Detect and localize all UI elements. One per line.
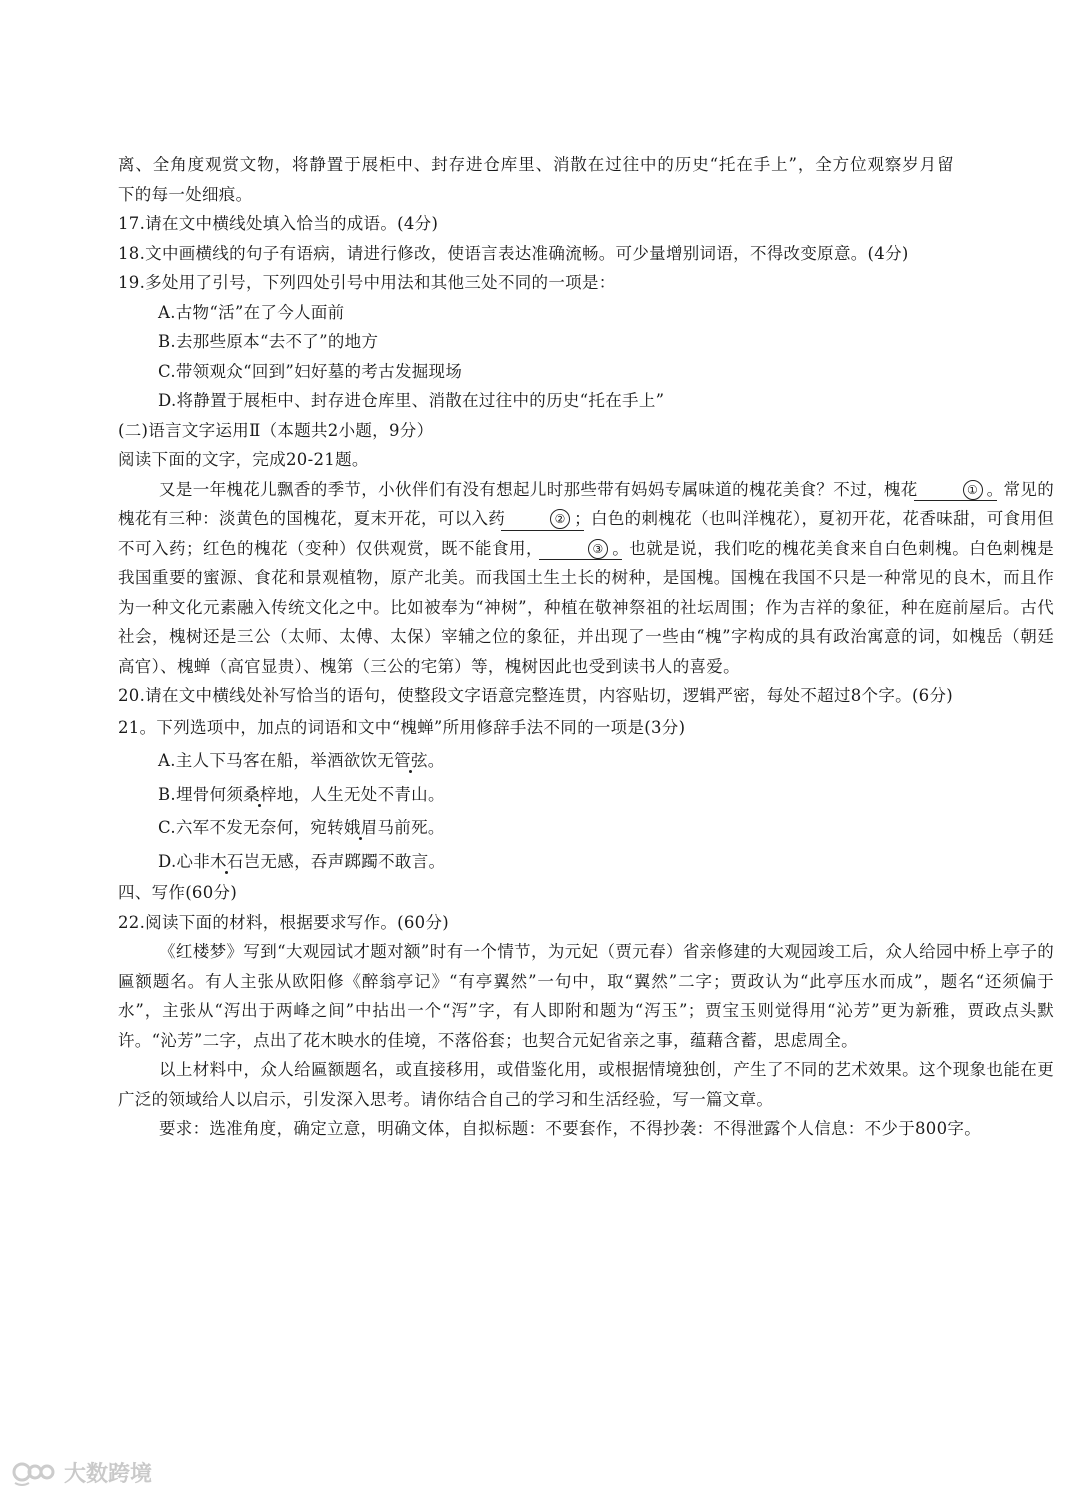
question-17: 17.请在文中横线处填入恰当的成语。(4分)	[118, 214, 439, 233]
question-20: 20.请在文中横线处补写恰当的语句，使整段文字语意完整连贯，内容贴切，逻辑严密，每处不超过8个字。(6分)	[118, 686, 954, 705]
watermark	[12, 1455, 152, 1489]
q19-option-d: D.将静置于展柜中、封存进仓库里、消散在过往中的历史“托在手上”	[158, 391, 665, 410]
watermark-text: 大数跨境	[64, 1461, 153, 1487]
material-paragraph-2: 以上材料中，众人给匾额题名，或直接移用，或借鉴化用，或根据情境独创，产生了不同的艺术效果。这个现象也能在更广泛的领域给人以启示，引发深入思考。请你结合自己的学习和生活经验，写一篇文章。	[118, 1060, 1054, 1109]
question-21-stem: 21。下列选项中，加点的词语和文中“槐蝉”所用修辞手法不同的一项是(3分)	[118, 717, 686, 737]
q21-option-b: B.埋骨何须桑梓地，人生无处不青山。	[158, 784, 445, 804]
q21-option-d: D.心非木石岂无感，吞声踯躅不敢言。	[158, 851, 446, 871]
dotted-word: 娥眉	[343, 818, 378, 837]
blank-2: ②	[505, 504, 574, 534]
q19-option-a: A.古物“活”在了今人面前	[158, 302, 345, 322]
dotted-word: 木石	[210, 851, 244, 871]
blank-1: ①	[918, 475, 987, 505]
dotted-word: 管弦	[394, 751, 428, 770]
question-22: 22.阅读下面的材料，根据要求写作。(60分)	[118, 912, 450, 932]
exam-text	[118, 150, 1054, 1144]
section-4-heading: 四、写作(60分)	[118, 883, 238, 902]
logo-icon	[12, 1457, 58, 1487]
section-2-heading: (二)语言文字运用Ⅱ（本题共2小题，9分）	[118, 420, 434, 440]
q21-option-c: C.六军不发无奈何，宛转娥眉马前死。	[158, 818, 445, 837]
intro-line-2: 下的每一处细痕。	[118, 184, 253, 204]
passage-paragraph: 又是一年槐花儿飘香的季节，小伙伴们有没有想起儿时那些带有妈妈专属味道的槐花美食？不过，槐花 ① 。常见的槐花有三种：淡黄色的国槐花，夏末开花，可以入药 ② ；白色的刺槐花（也叫洋槐花），夏初开花，花香味甜，可食用但不可入药；红色的槐花（变种）仅供观赏，既不能食用， ③ 。也就是说，我们吃的槐花美食来自白色刺槐。白色刺槐是我国重要的蜜源、食花和景观植物，原产北美。而我国土生土长的树种，是国槐。国槐在我国不只是一种常见的良木，而且作为一种文化元素融入传统文化之中。比如被奉为“神树”，种植在敬神祭祖的社坛周围；作为吉祥的象征，种在庭前屋后。古代社会，槐树还是三公（太师、太傅、太保）宰辅之位的象征，并出现了一些由“槐”字构成的具有政治寓意的词，如槐岳（朝廷高官）、槐蝉（高官显贵）、槐第（三公的宅第）等，槐树因此也受到读书人的喜爱。	[118, 475, 1054, 682]
q19-option-b: B.去那些原本“去不了”的地方	[158, 332, 379, 351]
material-paragraph-1: 《红楼梦》写到“大观园试才题对额”时有一个情节，为元妃（贾元春）省亲修建的大观园竣工后，众人给园中桥上亭子的匾额题名。有人主张从欧阳修《醉翁亭记》“有亭翼然”一句中，取“翼然”二字；贾政认为“此亭压水而成”，题名“还须偏于水”，主张从“泻出于两峰之间”中拈出一个“泻”字，有人即附和题为“泻玉”；贾宝玉则觉得用“沁芳”更为新雅，贾政点头默许。“沁芳”二字，点出了花木映水的佳境，不落俗套；也契合元妃省亲之事，蕴藉含蓄，思虑周全。	[118, 942, 1054, 1050]
q21-option-a: A.主人下马客在船，举酒欲饮无管弦。	[158, 751, 445, 770]
q19-option-c: C.带领观众“回到”妇好墓的考古发掘现场	[158, 361, 463, 381]
writing-requirements: 要求：选准角度，确定立意，明确文体，自拟标题：不要套作，不得抄袭：不得泄露个人信息：不少于800字。	[159, 1119, 981, 1138]
question-18: 18.文中画横线的句子有语病，请进行修改，使语言表达准确流畅。可少量增别词语，不得改变原意。(4分)	[118, 243, 909, 263]
dotted-word: 桑梓	[243, 784, 277, 804]
section-2-instruction: 阅读下面的文字，完成20-21题。	[118, 450, 369, 469]
blank-3: ③	[543, 534, 612, 564]
question-19-stem: 19.多处用了引号，下列四处引号中用法和其他三处不同的一项是：	[118, 273, 616, 292]
intro-line-1: 离、全角度观赏文物，将静置于展柜中、封存进仓库里、消散在过往中的历史“托在手上”，全方位观察岁月留	[118, 155, 955, 174]
